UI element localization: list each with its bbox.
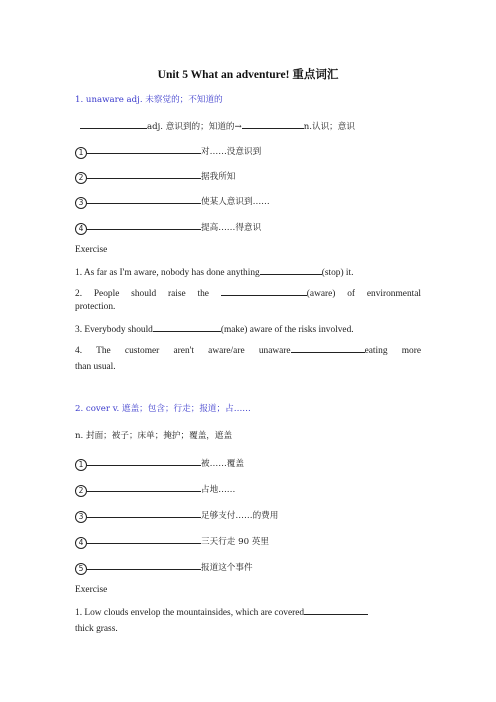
item-text: 报道这个事件 [201, 563, 253, 573]
item-number: 1 [75, 459, 87, 471]
exercise-item [75, 286, 421, 301]
phrase-item [75, 560, 253, 575]
derivation-part2: n.认识；意识 [303, 122, 355, 132]
exercise-continuation: thick grass. [75, 624, 118, 634]
item-number: 1 [75, 147, 87, 159]
section2-heading: 2. cover v. 遮盖；包含；行走；报道；占…… [75, 404, 251, 414]
item-number: 3 [75, 197, 87, 209]
exercise-text: eating more [364, 346, 421, 356]
item-number: 4 [75, 223, 87, 235]
exercise-continuation: protection. [75, 302, 116, 312]
derivation-line [80, 119, 355, 133]
item-text: 三天行走 90 英里 [201, 537, 269, 547]
blank-field[interactable] [242, 119, 304, 129]
phrase-item [75, 456, 244, 471]
exercise-text: 4. The customer aren't aware/are unaware [75, 346, 291, 356]
exercise-text: (make) aware of the risks involved. [220, 325, 354, 335]
blank-field[interactable] [87, 508, 201, 518]
blank-field[interactable] [87, 534, 201, 544]
item-text: 足够支付……的费用 [201, 511, 279, 521]
phrase-item [75, 144, 261, 159]
blank-field[interactable] [87, 560, 201, 570]
exercise-item [75, 265, 421, 280]
blank-field[interactable] [260, 265, 322, 275]
exercise-label: Exercise [75, 585, 108, 595]
blank-field[interactable] [87, 220, 201, 230]
item-number: 2 [75, 172, 87, 184]
blank-field[interactable] [87, 482, 201, 492]
exercise-label: Exercise [75, 245, 108, 255]
item-number: 5 [75, 563, 87, 575]
exercise-text: (aware) of environmental [306, 289, 422, 299]
exercise-text: 1. Low clouds envelop the mountainsides, which are covered [75, 608, 305, 618]
phrase-item [75, 220, 261, 235]
phrase-item [75, 508, 278, 523]
item-text: 被……覆盖 [201, 459, 244, 469]
item-text: 对……没意识到 [201, 147, 262, 157]
exercise-item [75, 343, 421, 358]
noun-meanings: n. 封面；被子；床单；掩护；覆盖，遮盖 [75, 431, 233, 441]
blank-field[interactable] [153, 322, 221, 332]
blank-field[interactable] [87, 144, 201, 154]
page-title: Unit 5 What an adventure! 重点词汇 [157, 69, 339, 81]
phrase-item [75, 169, 235, 184]
phrase-item [75, 194, 270, 209]
phrase-item [75, 482, 235, 497]
exercise-item [75, 322, 421, 337]
item-text: 使某人意识到…… [201, 197, 270, 207]
blank-field[interactable] [291, 343, 365, 353]
item-text: 占地…… [201, 485, 236, 495]
item-number: 2 [75, 485, 87, 497]
item-text: 提高……得意识 [201, 223, 262, 233]
blank-field[interactable] [87, 456, 201, 466]
exercise-continuation: than usual. [75, 362, 116, 372]
exercise-text: 3. Everybody should [75, 325, 153, 335]
exercise-item [75, 605, 421, 620]
phrase-item [75, 534, 269, 549]
derivation-part1: adj. 意识到的；知道的→ [147, 122, 242, 132]
item-text: 据我所知 [201, 172, 236, 182]
blank-field[interactable] [221, 286, 307, 296]
blank-field[interactable] [80, 119, 147, 129]
blank-field[interactable] [87, 194, 201, 204]
blank-field[interactable] [87, 169, 201, 179]
item-number: 3 [75, 511, 87, 523]
exercise-text: 2. People should raise the [75, 289, 209, 299]
item-number: 4 [75, 537, 87, 549]
section1-heading: 1. unaware adj. 未察觉的；不知道的 [75, 95, 223, 105]
blank-field[interactable] [304, 605, 368, 615]
exercise-text: 1. As far as I'm aware, nobody has done anything [75, 268, 260, 278]
exercise-text: (stop) it. [321, 268, 354, 278]
